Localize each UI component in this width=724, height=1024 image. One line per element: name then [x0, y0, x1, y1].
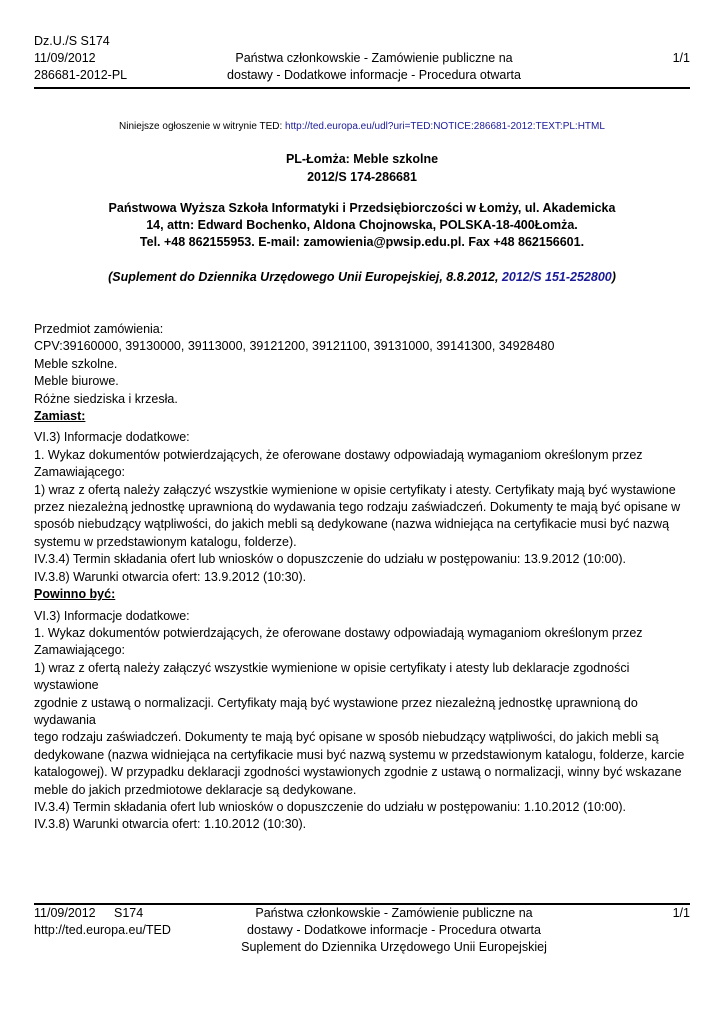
ted-notice-link[interactable]: http://ted.europa.eu/udl?uri=TED:NOTICE:286681-2012:TEXT:PL:HTML	[285, 121, 605, 132]
instead-heading: Zamiast:	[34, 409, 86, 424]
supplement-suffix: )	[611, 270, 616, 284]
should-line: tego rodzaju zaświadczeń. Dokumenty te mają być opisane w sposób niebudzący wątpliwości, do jakich mebli są	[34, 730, 659, 745]
footer-page-number: 1/1	[672, 906, 690, 920]
contracting-line3: Tel. +48 862155953. E-mail: zamowienia@pwsip.edu.pl. Fax +48 862156601.	[139, 235, 585, 249]
instead-line: systemu w przedstawionym katalogu, folderze).	[34, 534, 297, 549]
instead-line: przez niezależną jednostkę uprawnioną do wydawania tego rodzaju zaświadczeń. Dokumenty te mają być opisane w	[34, 500, 681, 515]
instead-line: IV.3.8) Warunki otwarcia ofert: 13.9.2012 (10:30).	[34, 569, 307, 584]
contracting-authority	[84, 200, 640, 251]
instead-line: 1) wraz z ofertą należy załączyć wszystkie wymienione w opisie certyfikaty i atesty. Certyfikaty mają być wystawione	[34, 482, 676, 497]
instead-line: sposób niebudzący wątpliwości, do jakich mebli są dedykowane (nazwa widniejąca na certyfikacie musi być nazwą	[34, 517, 670, 532]
instead-line: 1. Wykaz dokumentów potwierdzających, że oferowane dostawy odpowiadają wymaganiom określonym przez	[34, 447, 643, 462]
should-line: katalogowej). W przypadku deklaracji zgodności wystawionych zgodnie z ustawą o normalizacji, winny być wskazane	[34, 765, 682, 780]
should-line: dedykowane (nazwa widniejąca na certyfikacie musi być nazwą systemu w przedstawionym katalogu, folderze, karcie	[34, 747, 685, 762]
notice-title	[34, 150, 690, 186]
subject-item: Różne siedziska i krzesła.	[34, 391, 178, 406]
should-line: Zamawiającego:	[34, 643, 126, 658]
contracting-line2: 14, attn: Edward Bochenko, Aldona Chojnowska, POLSKA-18-400Łomża.	[146, 218, 578, 232]
should-line: VI.3) Informacje dodatkowe:	[34, 608, 190, 623]
footer-series: S174	[114, 906, 144, 920]
should-line: zgodnie z ustawą o normalizacji. Certyfikaty mają być wystawione przez niezależną jednostkę uprawnioną do wydawania	[34, 695, 638, 727]
should-be-heading: Powinno być:	[34, 587, 116, 602]
subject-label: Przedmiot zamówienia:	[34, 322, 164, 336]
subject-item: Meble biurowe.	[34, 374, 119, 389]
header-meta	[34, 33, 127, 84]
should-line: 1) wraz z ofertą należy załączyć wszystkie wymienione w opisie certyfikaty i atesty lub deklaracje zgodności wystawione	[34, 660, 630, 693]
should-line: IV.3.8) Warunki otwarcia ofert: 1.10.2012 (10:30).	[34, 817, 307, 832]
instead-line: IV.3.4) Termin składania ofert lub wniosków o dopuszczenie do udziału w postępowaniu: 13.9.2012 (10:00).	[34, 552, 627, 567]
notice-body	[34, 321, 690, 834]
header-doc-id: 286681-2012-PL	[34, 68, 128, 82]
header-title-line1: Państwa członkowskie - Zamówienie publiczne na	[235, 51, 513, 65]
footer-title	[214, 905, 574, 956]
page-header	[34, 33, 690, 89]
should-line: IV.3.4) Termin składania ofert lub wniosków o dopuszczenie do udziału w postępowaniu: 1.10.2012 (10:00).	[34, 799, 627, 814]
ted-notice	[34, 121, 690, 132]
notice-title-line1: PL-Łomża: Meble szkolne	[285, 152, 439, 166]
supplement-link[interactable]: 2012/S 151-252800	[501, 270, 612, 284]
instead-line: VI.3) Informacje dodatkowe:	[34, 430, 190, 445]
header-date: 11/09/2012	[34, 51, 96, 65]
header-title-line2: dostawy - Dodatkowe informacje - Procedura otwarta	[227, 68, 521, 82]
footer-line3: Suplement do Dziennika Urzędowego Unii Europejskiej	[241, 940, 547, 954]
supplement-reference	[34, 270, 690, 284]
should-line: 1. Wykaz dokumentów potwierdzających, że oferowane dostawy odpowiadają wymaganiom określonym przez	[34, 625, 643, 640]
footer-line1: Państwa członkowskie - Zamówienie publiczne na	[255, 906, 533, 920]
subject-item: Meble szkolne.	[34, 356, 118, 371]
should-line: meble do jakich przedmiotowe deklaracje są dedykowane.	[34, 782, 357, 797]
instead-line: Zamawiającego:	[34, 465, 126, 480]
instead-section	[34, 429, 690, 586]
should-be-section	[34, 608, 690, 834]
notice-title-line2: 2012/S 174-286681	[307, 170, 417, 184]
footer-line2: dostawy - Dodatkowe informacje - Procedura otwarta	[247, 923, 541, 937]
footer-date: 11/09/2012	[34, 906, 96, 920]
header-title	[214, 50, 534, 84]
page-footer	[34, 903, 690, 954]
footer-url: http://ted.europa.eu/TED	[34, 923, 171, 937]
ted-notice-prefix: Niniejsze ogłoszenie w witrynie TED:	[119, 121, 286, 132]
header-ref: Dz.U./S S174	[34, 34, 110, 48]
footer-meta	[34, 905, 171, 939]
header-page-number: 1/1	[672, 51, 690, 65]
supplement-prefix: (Suplement do Dziennika Urzędowego Unii Europejskiej, 8.8.2012,	[108, 270, 502, 284]
contracting-line1: Państwowa Wyższa Szkoła Informatyki i Przedsiębiorczości w Łomży, ul. Akademicka	[108, 201, 616, 215]
cpv-codes: CPV:39160000, 39130000, 39113000, 39121200, 39121100, 39131000, 39141300, 34928480	[34, 339, 555, 354]
